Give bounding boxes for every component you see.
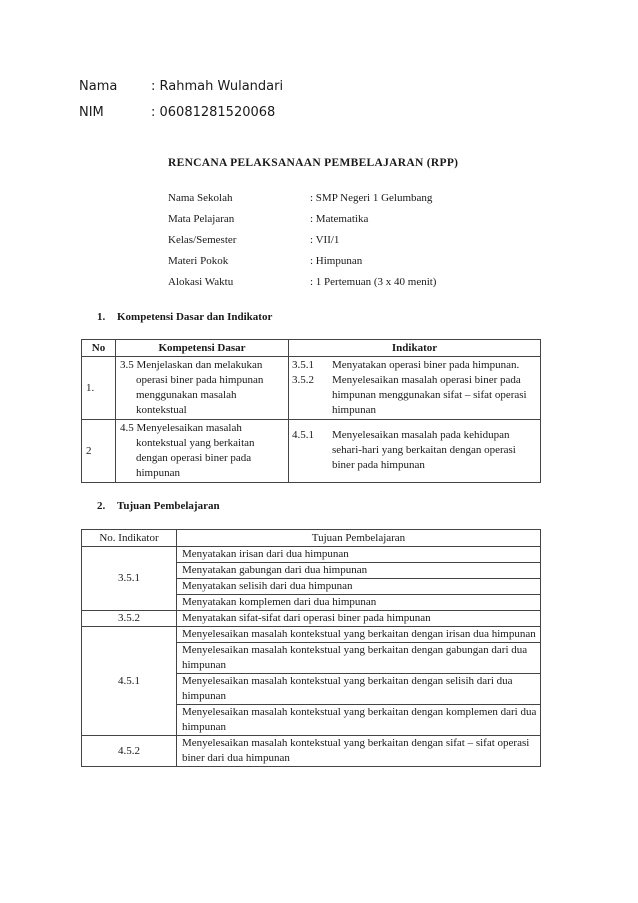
info-label: Alokasi Waktu: [168, 276, 234, 288]
header-indicator-number: No. Indikator: [82, 530, 177, 547]
learning-goal: Menyelesaikan masalah kontekstual yang berkaitan dengan gabungan dari dua himpunan: [177, 643, 541, 674]
learning-goal: Menyatakan selisih dari dua himpunan: [177, 579, 541, 595]
table-header-row: [82, 530, 541, 547]
indicator-cell: [289, 357, 541, 420]
info-value: : 1 Pertemuan (3 x 40 menit): [310, 276, 437, 288]
document-title: RENCANA PELAKSANAAN PEMBELAJARAN (RPP): [168, 157, 459, 169]
learning-goal: Menyelesaikan masalah kontekstual yang berkaitan dengan komplemen dari dua himpunan: [177, 705, 541, 736]
info-label: Nama Sekolah: [168, 192, 233, 204]
section-title: Tujuan Pembelajaran: [117, 500, 220, 512]
table-row: [82, 627, 541, 643]
header-no: No: [82, 340, 116, 357]
learning-goal: Menyatakan gabungan dari dua himpunan: [177, 563, 541, 579]
info-value: : SMP Negeri 1 Gelumbang: [310, 192, 433, 204]
student-name-label: Nama: [79, 79, 118, 94]
table-row: [82, 357, 541, 420]
indicator-code: 4.5.1: [292, 429, 314, 441]
competency-text: operasi biner pada himpunan menggunakan masalah kontekstual: [136, 374, 264, 416]
indicator-item: [292, 428, 537, 473]
competency-cell: [116, 357, 289, 420]
info-label: Mata Pelajaran: [168, 213, 235, 225]
info-value: : Matematika: [310, 213, 369, 225]
student-name-value: : Rahmah Wulandari: [151, 79, 284, 94]
student-nim-label: NIM: [79, 105, 104, 120]
header-learning-goal: Tujuan Pembelajaran: [177, 530, 541, 547]
indicator-text: Menyelesaikan masalah pada kehidupan sehari-hari yang berkaitan dengan operasi biner pada himpunan: [332, 429, 516, 471]
student-nim-value: : 06081281520068: [151, 105, 276, 120]
info-label: Materi Pokok: [168, 255, 229, 267]
competency-text: kontekstual yang berkaitan dengan operasi biner pada himpunan: [136, 437, 255, 479]
indicator-code: 3.5.1: [292, 359, 314, 371]
indicator-number: 4.5.1: [82, 627, 177, 736]
learning-goal: Menyelesaikan masalah kontekstual yang berkaitan dengan sifat – sifat operasi biner dari dua himpunan: [177, 736, 541, 767]
competency-cell: [116, 420, 289, 483]
header-kd: Kompetensi Dasar: [116, 340, 289, 357]
row-number: 1.: [82, 357, 116, 420]
learning-goals-table: [81, 529, 541, 767]
table-row: [82, 736, 541, 767]
learning-goal: Menyatakan komplemen dari dua himpunan: [177, 595, 541, 611]
info-value: : Himpunan: [310, 255, 363, 267]
indicator-number: 3.5.1: [82, 547, 177, 611]
indicator-item: [292, 373, 537, 418]
competency-text: 4.5 Menyelesaikan masalah: [120, 422, 242, 434]
indicator-cell: [289, 420, 541, 483]
table-row: [82, 420, 541, 483]
indicator-number: 4.5.2: [82, 736, 177, 767]
learning-goal: Menyelesaikan masalah kontekstual yang berkaitan dengan selisih dari dua himpunan: [177, 674, 541, 705]
info-label: Kelas/Semester: [168, 234, 237, 246]
indicator-text: Menyatakan operasi biner pada himpunan.: [332, 359, 520, 371]
learning-goal: Menyatakan sifat-sifat dari operasi biner pada himpunan: [177, 611, 541, 627]
indicator-text: Menyelesaikan masalah operasi biner pada himpunan menggunakan sifat – sifat operasi himpunan: [332, 374, 527, 416]
indicator-number: 3.5.2: [82, 611, 177, 627]
section-title: Kompetensi Dasar dan Indikator: [117, 311, 273, 323]
section-number: 1.: [97, 311, 106, 323]
competency-text: 3.5 Menjelaskan dan melakukan: [120, 359, 263, 371]
indicator-item: [292, 358, 537, 373]
table-row: [82, 547, 541, 563]
header-indicator: Indikator: [289, 340, 541, 357]
row-number: 2: [82, 420, 116, 483]
learning-goal: Menyelesaikan masalah kontekstual yang berkaitan dengan irisan dua himpunan: [177, 627, 541, 643]
table-header-row: [82, 340, 541, 357]
indicator-code: 3.5.2: [292, 374, 314, 386]
learning-goal: Menyatakan irisan dari dua himpunan: [177, 547, 541, 563]
section-number: 2.: [97, 500, 106, 512]
competency-table: [81, 339, 541, 483]
info-value: : VII/1: [310, 234, 340, 246]
table-row: [82, 611, 541, 627]
